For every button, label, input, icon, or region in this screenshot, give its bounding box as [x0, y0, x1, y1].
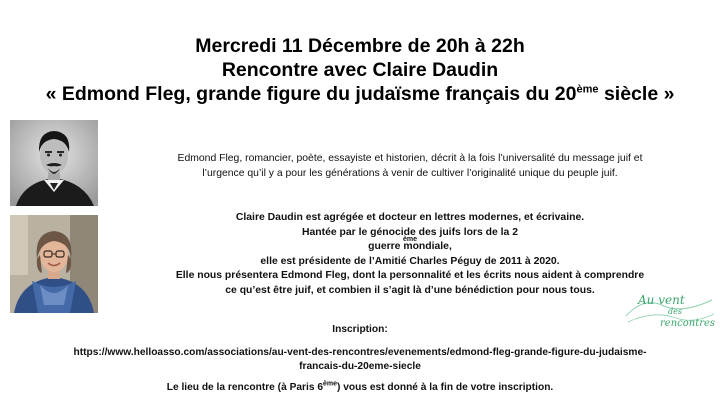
daudin-line2-end: guerre mondiale, [368, 241, 452, 252]
venue-note-sup: ème [323, 380, 338, 388]
logo-text-line3: rencontres [660, 318, 716, 329]
event-header [0, 34, 720, 106]
daudin-description-line: Claire Daudin est agrégée et docteur en lettres modernes, et écrivaine. [235, 212, 585, 223]
daudin-description-line: ce qu’est être juif, et combien il s’agit là d’une bénédiction pour nous tous. [225, 284, 595, 296]
edmond-fleg-photo [10, 120, 98, 206]
portrait-color-icon [10, 215, 98, 313]
daudin-description-line: Hantée par le génocide des juifs lors de la 2 ème guerre mondiale, [108, 226, 712, 255]
venue-note [0, 381, 720, 395]
logo-text-line2: des [668, 307, 682, 316]
event-speaker: Rencontre avec Claire Daudin [221, 59, 499, 81]
daudin-description-line: Elle nous présentera Edmond Fleg, dont la personnalité et les écrits nous aident à comprendre [175, 270, 645, 281]
portrait-bw-icon [10, 120, 98, 206]
daudin-line2-text: Hantée par le génocide des juifs lors de la 2 [302, 226, 518, 238]
daudin-description [108, 211, 712, 298]
fleg-description [108, 152, 712, 181]
claire-daudin-photo [10, 215, 98, 313]
event-title [0, 82, 720, 106]
fleg-description-line: l’urgence qu’il y a pour les générations à venir de cultiver l’originalité unique du peuple juif. [202, 167, 618, 179]
inscription-link[interactable] [0, 346, 720, 374]
event-title-end: siècle » [598, 83, 675, 105]
venue-note-text: Le lieu de la rencontre (à Paris 6 [166, 382, 323, 393]
event-title-text: « Edmond Fleg, grande figure du judaïsme français du 20 [45, 83, 577, 105]
inscription-label: Inscription: [332, 324, 388, 335]
event-title-sup: ème [576, 83, 599, 96]
inscription-link-line2[interactable]: francais-du-20eme-siecle [299, 361, 421, 372]
fleg-description-line: Edmond Fleg, romancier, poète, essayiste et historien, décrit à la fois l’universalité du message juif et [177, 153, 643, 164]
inscription-link-line1[interactable]: https://www.helloasso.com/associations/au-vent-des-rencontres/evenements/edmond-fleg-grande-figure-du-judaisme- [73, 347, 647, 358]
event-date: Mercredi 11 Décembre de 20h à 22h [195, 35, 525, 57]
logo-text-line1: Au vent [638, 293, 685, 307]
venue-note-end: ) vous est donné à la fin de votre inscription. [337, 382, 554, 393]
daudin-description-line: elle est présidente de l’Amitié Charles Péguy de 2011 à 2020. [260, 255, 560, 267]
